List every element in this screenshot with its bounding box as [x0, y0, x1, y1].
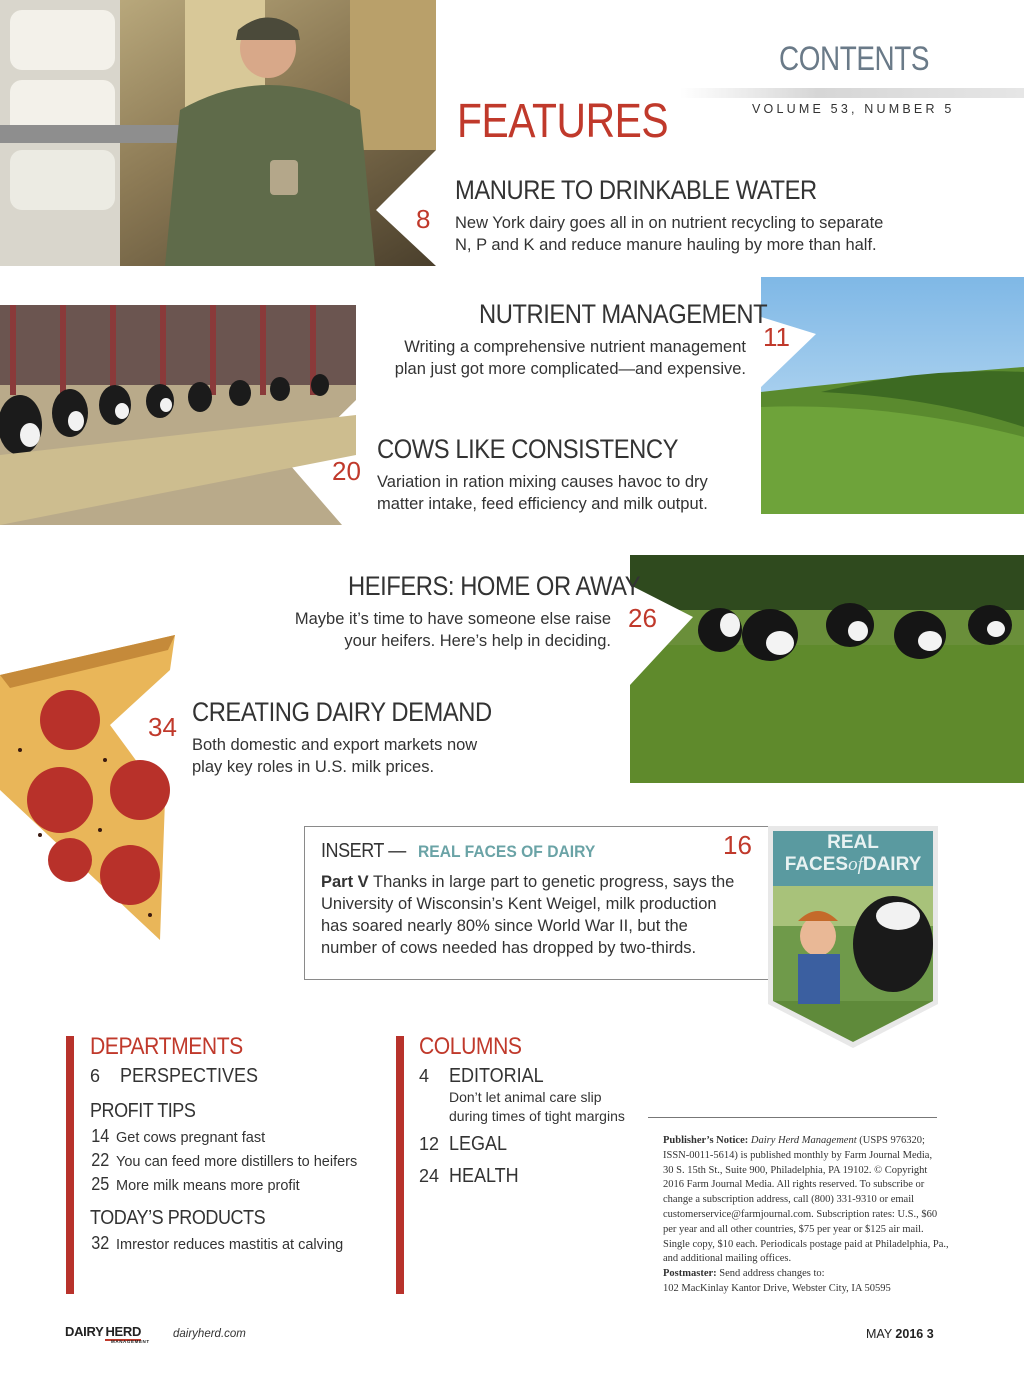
notice-line: change a subscription address, call (800) 331-9310 or email: [663, 1194, 915, 1206]
feature-desc: [346, 336, 746, 380]
notice-text: Send address changes to:: [716, 1268, 825, 1280]
notice-line: customerservice@farmjournal.com. Subscription rates: U.S., $60: [663, 1208, 938, 1220]
todays-products-heading: TODAY’S PRODUCTS: [90, 1207, 266, 1229]
column-item[interactable]: [419, 1165, 526, 1188]
feature-desc-line: Writing a comprehensive nutrient management: [404, 338, 746, 356]
feature-title[interactable]: COWS LIKE CONSISTENCY: [377, 434, 679, 464]
badge-of: of: [848, 854, 863, 875]
feature-desc-line: N, P and K and reduce manure hauling by more than half.: [455, 236, 877, 254]
item-page-number: 6: [90, 1066, 101, 1086]
insert-part: Part V: [321, 873, 369, 891]
notice-line: per year and all other countries, $75 per year or $125 air mail.: [663, 1223, 924, 1235]
notice-line: and additional mailing offices.: [663, 1253, 792, 1265]
item-page-number: 32: [91, 1233, 110, 1253]
volume-number: VOLUME 53, NUMBER 5: [752, 102, 955, 116]
logo-herd: HERD: [105, 1324, 142, 1339]
feature-desc-line: New York dairy goes all in on nutrient recycling to separate: [455, 214, 884, 232]
insert-text-line: has soared nearly 80% since World War II, but the: [321, 917, 688, 935]
profit-tips-heading: PROFIT TIPS: [90, 1100, 196, 1122]
editorial-subtitle-line: Don’t let animal care slip: [449, 1089, 602, 1105]
features-heading: FEATURES: [457, 95, 669, 148]
feature-title[interactable]: NUTRIENT MANAGEMENT: [479, 299, 768, 329]
insert-heading: [321, 840, 610, 863]
item-page-number: 22: [91, 1150, 110, 1170]
farmer-photo: [0, 0, 436, 266]
real-faces-badge: [768, 826, 938, 1048]
insert-text: [321, 871, 761, 959]
notice-line: Single copy, $10 each. Periodicals postage paid at Philadelphia, Pa.,: [663, 1238, 949, 1250]
badge-faces: FACES: [784, 854, 849, 875]
item-page-number: 12: [419, 1134, 440, 1154]
columns-heading: COLUMNS: [419, 1033, 522, 1060]
notice-text: (USPS 976320;: [856, 1135, 925, 1146]
notice-lead: Publisher’s Notice:: [663, 1135, 749, 1146]
column-item[interactable]: [419, 1133, 513, 1156]
item-label: EDITORIAL: [449, 1065, 544, 1087]
item-label: More milk means more profit: [116, 1178, 300, 1194]
feature-title[interactable]: MANURE TO DRINKABLE WATER: [455, 175, 817, 205]
insert-page-number: 16: [723, 830, 752, 860]
feature-page-number: 11: [763, 322, 790, 352]
insert-name[interactable]: REAL FACES OF DAIRY: [417, 842, 595, 861]
notice-line: ISSN-0011-5614) is published monthly by Farm Journal Media,: [663, 1149, 933, 1161]
departments-heading: DEPARTMENTS: [90, 1033, 243, 1060]
columns-bar: [396, 1036, 404, 1294]
feature-desc: [455, 212, 915, 256]
departments-bar: [66, 1036, 74, 1294]
item-page-number: 4: [419, 1066, 430, 1086]
item-page-number: 14: [91, 1126, 110, 1146]
contents-label: CONTENTS: [779, 40, 930, 78]
contents-rule: [680, 88, 1024, 98]
feature-desc: [192, 734, 572, 778]
feature-desc-line: Both domestic and export markets now: [192, 736, 478, 754]
feature-desc-line: play key roles in U.S. milk prices.: [192, 758, 435, 776]
badge-dairy: DAIRY: [862, 854, 922, 875]
feature-page-number: 8: [416, 204, 431, 234]
badge-real: REAL: [827, 832, 879, 853]
notice-publication: Dairy Herd Management: [750, 1135, 857, 1146]
item-page-number: 24: [419, 1166, 440, 1186]
insert-text-line: number of cows needed has dropped by two-thirds.: [321, 939, 697, 957]
notice-line: [663, 1134, 953, 1149]
list-item[interactable]: [90, 1233, 343, 1254]
list-item[interactable]: [90, 1174, 300, 1195]
editorial-subtitle: [449, 1088, 625, 1126]
item-label: HEALTH: [449, 1165, 519, 1187]
notice-line: 2016 Farm Journal Media. All rights reserved. To subscribe or: [663, 1179, 925, 1191]
feature-title[interactable]: CREATING DAIRY DEMAND: [192, 697, 492, 727]
dairy-herd-logo: [65, 1325, 150, 1344]
feature-desc-line: plan just got more complicated—and expensive.: [394, 360, 746, 378]
folio-month: MAY: [866, 1327, 892, 1341]
feature-desc-line: matter intake, feed efficiency and milk output.: [377, 495, 708, 513]
item-label: You can feed more distillers to heifers: [116, 1154, 358, 1170]
publishers-notice: [663, 1134, 953, 1297]
feature-desc: [211, 608, 611, 652]
insert-text-line: University of Wisconsin’s Kent Weigel, milk production: [321, 895, 717, 913]
feature-desc-line: Maybe it’s time to have someone else raise: [294, 610, 611, 628]
item-label: Imrestor reduces mastitis at calving: [116, 1237, 344, 1253]
item-label: Get cows pregnant fast: [116, 1130, 266, 1146]
notice-line: 102 MacKinlay Kantor Drive, Webster City, IA 50595: [663, 1282, 891, 1294]
insert-text-span: Thanks in large part to genetic progress, says the: [372, 873, 735, 891]
insert-label: INSERT —: [321, 840, 406, 862]
postmaster-lead: Postmaster:: [663, 1268, 717, 1280]
feature-desc-line: your heifers. Here’s help in deciding.: [344, 632, 611, 650]
logo-dairy: DAIRY: [65, 1324, 104, 1339]
pizza-photo: [0, 630, 180, 942]
folio-year-page: 2016 3: [895, 1327, 934, 1341]
feature-page-number: 26: [628, 603, 657, 633]
badge-faces-of-dairy: [768, 854, 938, 876]
folio: [866, 1327, 934, 1341]
notice-line: 30 S. 15th St., Suite 900, Philadelphia, PA 19102. © Copyright: [663, 1164, 928, 1176]
item-page-number: 25: [91, 1174, 110, 1194]
editorial-subtitle-line: during times of tight margins: [449, 1108, 625, 1124]
feature-page-number: 20: [332, 456, 361, 486]
logo-management: MANAGEMENT: [111, 1339, 150, 1344]
feature-title[interactable]: HEIFERS: HOME OR AWAY: [348, 571, 641, 601]
list-item[interactable]: [90, 1126, 265, 1147]
department-item[interactable]: [90, 1065, 273, 1088]
notice-rule: [648, 1117, 937, 1118]
barn-cows-photo: [0, 305, 356, 525]
notice-line: [663, 1267, 953, 1282]
website-link[interactable]: dairyherd.com: [173, 1328, 246, 1340]
list-item[interactable]: [90, 1150, 357, 1171]
item-label: PERSPECTIVES: [120, 1065, 259, 1087]
feature-desc: [377, 471, 757, 515]
cornfield-photo: [761, 277, 1024, 514]
heifers-pasture-photo: [630, 555, 1024, 783]
item-label: LEGAL: [449, 1133, 508, 1155]
feature-page-number: 34: [148, 712, 177, 742]
column-item[interactable]: [419, 1065, 554, 1088]
feature-desc-line: Variation in ration mixing causes havoc to dry: [377, 473, 708, 491]
insert-text-line: [321, 871, 761, 893]
